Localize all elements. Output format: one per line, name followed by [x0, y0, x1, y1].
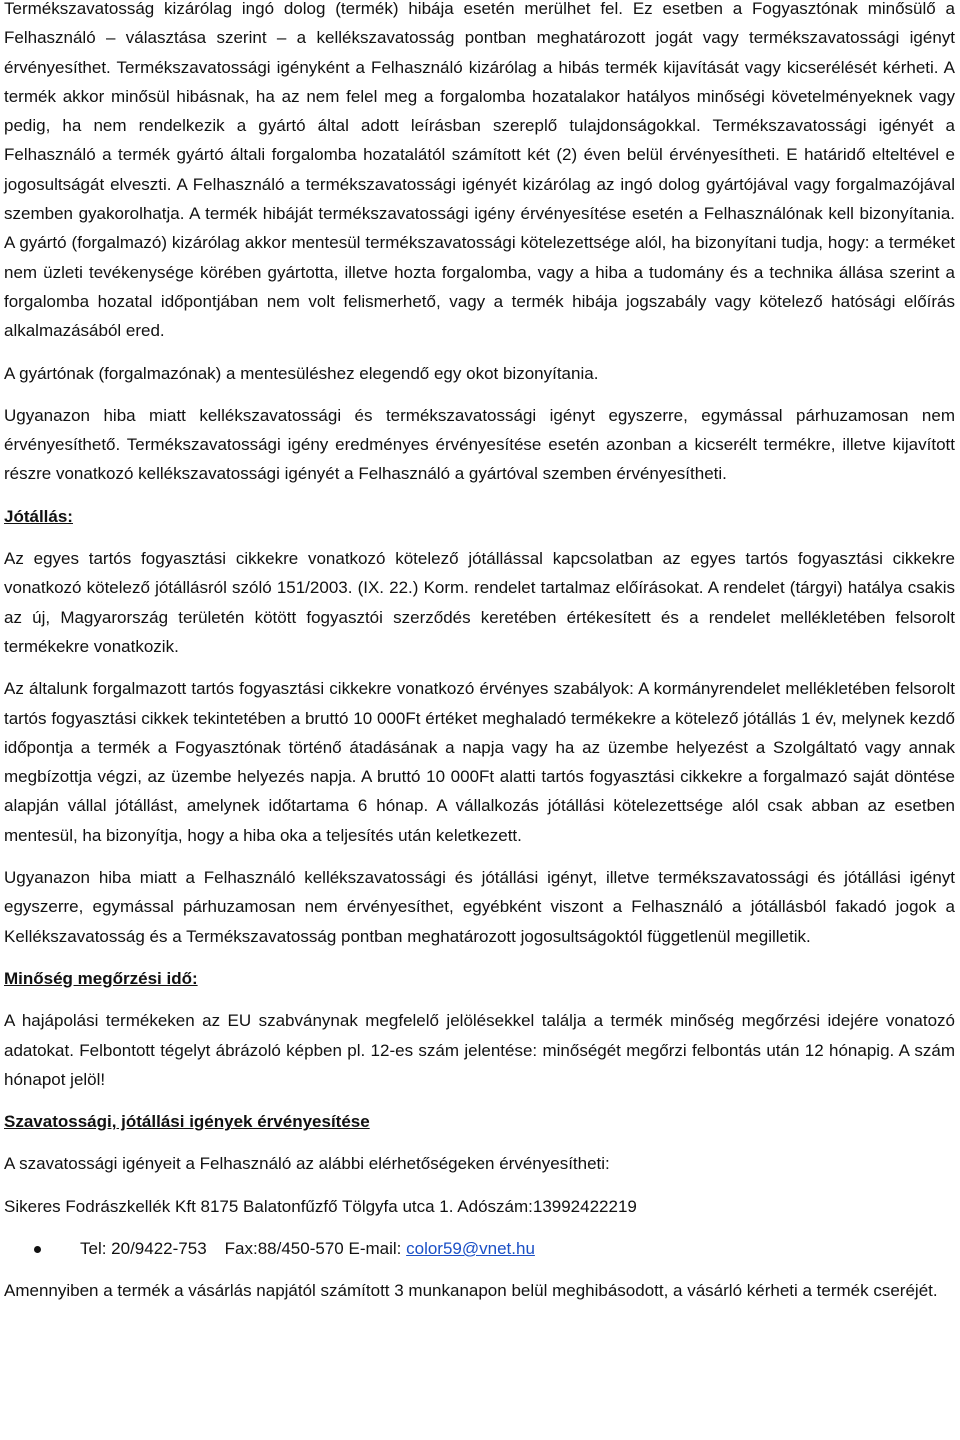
heading-jotallas: Jótállás: — [4, 506, 73, 526]
heading-minoseg-megorzesi-ido: Minőség megőrzési idő: — [4, 968, 198, 988]
paragraph-kotelezo-jotallas: Az egyes tartós fogyasztási cikkekre vonatkozó kötelező jótállással kapcsolatban az egyes tartós fogyasztási cikkekre vonatkozó kötelező jótállásról szóló 151/2003. (IX. 22.) Korm. rendelet tartalmaz előírásokat. A rendelet (tárgyi) hatálya csakis az új, Magyarország területén kötött fogyasztói szerződés keretében értékesített és a rendelet mellékletében felsorolt termékekre vonatkozik. — [4, 549, 955, 656]
contact-email-label: E-mail: — [348, 1238, 402, 1258]
paragraph-ceg-adatok: Sikeres Fodrászkellék Kft 8175 Balatonfűzfő Tölgyfa utca 1. Adószám:13992422219 — [4, 1196, 637, 1216]
contact-tel: Tel: 20/9422-753 — [80, 1238, 207, 1258]
paragraph-minoseg-megorzes: A hajápolási termékeken az EU szabványnak megfelelő jelölésekkel találja a termék minőség megőrzési idejére vonatozó adatokat. Felbontott tégelyt ábrázoló képben pl. 12-es szám jelentése: minőségét megőrzi felbontás után 12 hónapig. A szám hónapot jelöl! — [4, 1011, 955, 1089]
document-page — [4, 0, 955, 1319]
paragraph-elerhetosegek: A szavatossági igényeit a Felhasználó az alábbi elérhetőségeken érvényesítheti: — [4, 1154, 610, 1174]
paragraph-termekszavatossag: Termékszavatosság kizárólag ingó dolog (termék) hibája esetén merülhet fel. Ez esetben a Fogyasztónak minősülő a Felhasználó – választása szerint – a kellékszavatosság pontban meghatározott jogát vagy termékszavatossági igényt érvényesíthet. Termékszavatossági igényként a Felhasználó kizárólag a hibás termék kijavítását vagy kicserélését kérheti. A termék akkor minősül hibásnak, ha az nem felel meg a forgalomba hozatalakor hatályos minőségi követelményeknek vagy pedig, ha nem rendelkezik a gyártó által adott leírásban szereplő tulajdonságokkal. Termékszavatossági igényét a Felhasználó a termék gyártó általi forgalomba hozatalától számított két (2) éven belül érvényesítheti. E határidő elteltével e jogosultságát elveszti. A Felhasználó a termékszavatossági igényét kizárólag az ingó dolog gyártójával vagy forgalmazójával szemben gyakorolhatja. A termék hibáját termékszavatossági igény érvényesítése esetén a Felhasználónak kell bizonyítania. A gyártó (forgalmazó) kizárólag akkor mentesül termékszavatossági kötelezettsége alól, ha bizonyítani tudja, hogy: a terméket nem üzleti tevékenysége körében gyártotta, illetve hozta forgalomba, vagy a hiba a tudomány és a technika állása szerint a forgalomba hozatal időpontjában nem volt felismerhető, vagy a termék hibája jogszabály vagy kötelező hatósági előírás alkalmazásából ered. — [4, 0, 955, 341]
contact-fax: Fax:88/450-570 — [224, 1238, 344, 1258]
paragraph-ervenyes-szabalyok: Az általunk forgalmazott tartós fogyasztási cikkekre vonatkozó érvényes szabályok: A kormányrendelet mellékletében felsorolt tartós fogyasztási cikkek tekintetében a bruttó 10 000Ft értéket meghaladó termékekre a kötelező jótállás 1 év, melynek kezdő időpontja a termék a Fogyasztónak történő átadásának a napja vagy ha az üzembe helyezést a Szolgáltató vagy annak megbízottja végzi, az üzembe helyezés napja. A bruttó 10 000Ft alatti tartós fogyasztási cikkekre a forgalmazó saját döntése alapján vállal jótállást, amelynek időtartama 6 hónap. A vállalkozás jótállási kötelezettsége alól csak abban az esetben mentesül, ha bizonyítja, hogy a hiba oka a teljesítés után keletkezett. — [4, 679, 955, 845]
paragraph-jotallasi-igeny: Ugyanazon hiba miatt a Felhasználó kellékszavatossági és jótállási igényt, illetve termékszavatossági és jótállási igényt egyszerre, egymással párhuzamosan nem érvényesíthet, egyébként viszont a Felhasználó a jótállásból fakadó jogok a Kellékszavatosság és a Termékszavatosság pontban meghatározott jogosultságoktól függetlenül megilletik. — [4, 868, 955, 946]
heading-igenyek-ervenyesitese: Szavatossági, jótállási igények érvényesítése — [4, 1112, 370, 1132]
paragraph-parhuzamos-igeny: Ugyanazon hiba miatt kellékszavatossági és termékszavatossági igényt egyszerre, egymással párhuzamosan nem érvényesíthető. Termékszavatossági igény eredményes érvényesítése esetén azonban a kicserélt termékre, illetve kijavított részre vonatkozó kellékszavatossági igényét a Felhasználó a gyártóval szemben érvényesítheti. — [4, 405, 955, 484]
bullet-icon — [34, 1246, 41, 1253]
email-link[interactable]: color59@vnet.hu — [406, 1238, 535, 1258]
contact-list-item — [4, 1234, 955, 1263]
paragraph-termek-csere: Amennyiben a termék a vásárlás napjától számított 3 munkanapon belül meghibásodott, a vásárló kérheti a termék cseréjét. — [4, 1281, 938, 1301]
paragraph-mentesules: A gyártónak (forgalmazónak) a mentesüléshez elegendő egy okot bizonyítania. — [4, 363, 599, 383]
